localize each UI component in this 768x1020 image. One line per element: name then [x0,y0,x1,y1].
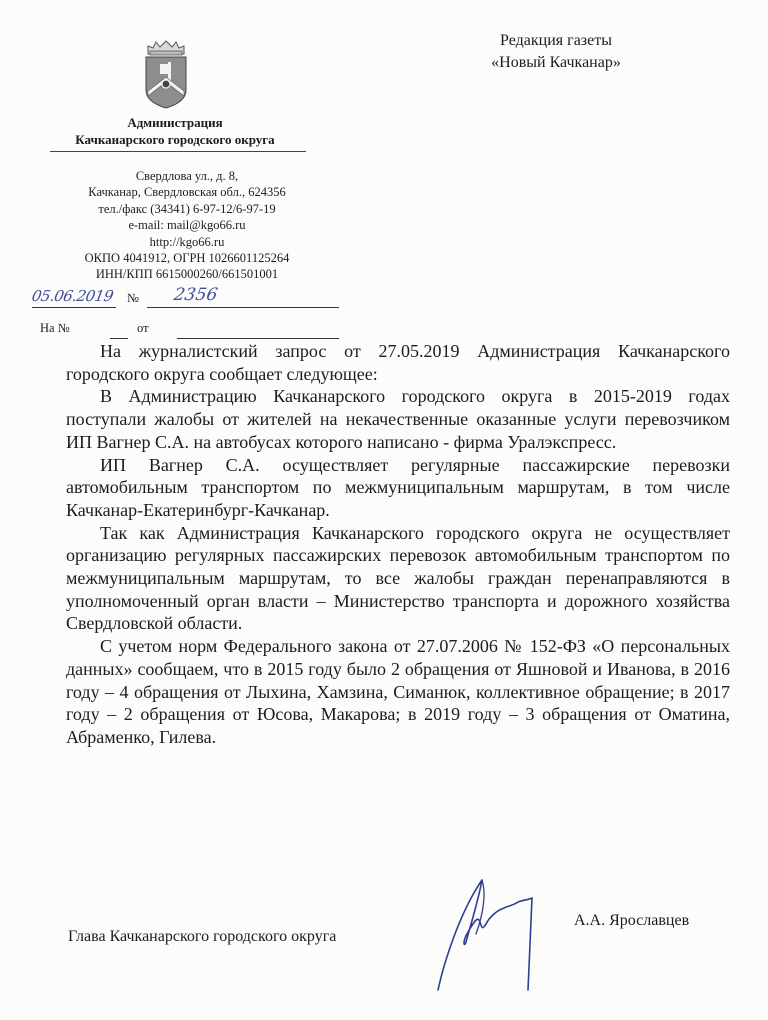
registration-row [32,287,352,309]
phone-fax: тел./факс (34341) 6-97-12/6-97-19 [98,201,276,216]
signatory-name: А.А. Ярославцев [574,912,690,929]
registration-date-line [32,307,116,308]
address-street: Свердлова ул., д. 8, [135,169,239,183]
body-paragraph-4: Так как Администрация Качканарского городского округа не осуществляет организацию регулярных пассажирских перевозок автомобильным транспортом по межмуниципальным маршрутам, то все жалобы граждан перенаправляются в уполномоченный орган власти – Министерство транспорта и дорожного хозяйства Свердловской области. [66,522,730,634]
body-paragraph-2: В Администрацию Качканарского городского округа в 2015-2019 годах поступали жалобы от жителей на некачественные оказанные услуги перевозчиком ИП Вагнер С.А. на автобусах которого написано - фирма Уралэкспресс. [66,386,730,452]
addressee-line2: «Новый Качканар» [491,54,621,71]
organization-name [50,114,300,148]
contact-details [42,168,332,283]
email: e-mail: mail@kgo66.ru [128,218,246,233]
address-city: Качканар, Свердловская обл., 624356 [88,185,286,200]
reference-from-label: от [137,321,149,335]
reference-row [32,318,352,340]
reference-date-line [177,338,339,339]
website: http://kgo66.ru [149,234,225,249]
addressee-line1: Редакция газеты [500,32,612,49]
body-paragraph-5: С учетом норм Федерального закона от 27.07.2006 № 152-ФЗ «О персональных данных» сообщаем, что в 2015 году было 2 обращения от Яшновой и Иванова, в 2016 году – 4 обращения от Лыхина, Хамзина, Симанюк, коллективное обращение; в 2017 году – 2 обращения от Юсова, Макарова; в 2019 году – 3 обращения от Оматина, Абраменко, Гилева. [66,636,730,747]
registration-date: 05.06.2019 [30,287,115,305]
body-paragraph-1: На журналистский запрос от 27.05.2019 Администрация Качканарского городского округа сообщает следующее: [66,341,730,384]
letter-body [66,340,730,749]
okpo-ogrn: ОКПО 4041912, ОГРН 1026601125264 [84,251,290,266]
registration-number: 2356 [172,285,220,305]
addressee [456,30,656,74]
body-paragraph-3: ИП Вагнер С.А. осуществляет регулярные пассажирские перевозки автомобильным транспортом по межмуниципальным маршрутам, в том числе Качканар-Екатеринбург-Качканар. [66,454,730,520]
signatory-title: Глава Качканарского городского округа [68,928,337,945]
reference-number-line [110,338,128,339]
handwritten-signature-icon [420,872,570,992]
org-name-line2: Качканарского городского округа [75,132,275,147]
registration-number-label: № [127,291,139,305]
reference-number-label: На № [40,321,70,335]
registration-number-line [147,307,339,308]
inn-kpp: ИНН/КПП 6615000260/661501001 [95,267,279,282]
org-name-line1: Администрация [127,115,223,130]
coat-of-arms-icon [138,38,194,110]
letterhead-divider [50,151,306,152]
